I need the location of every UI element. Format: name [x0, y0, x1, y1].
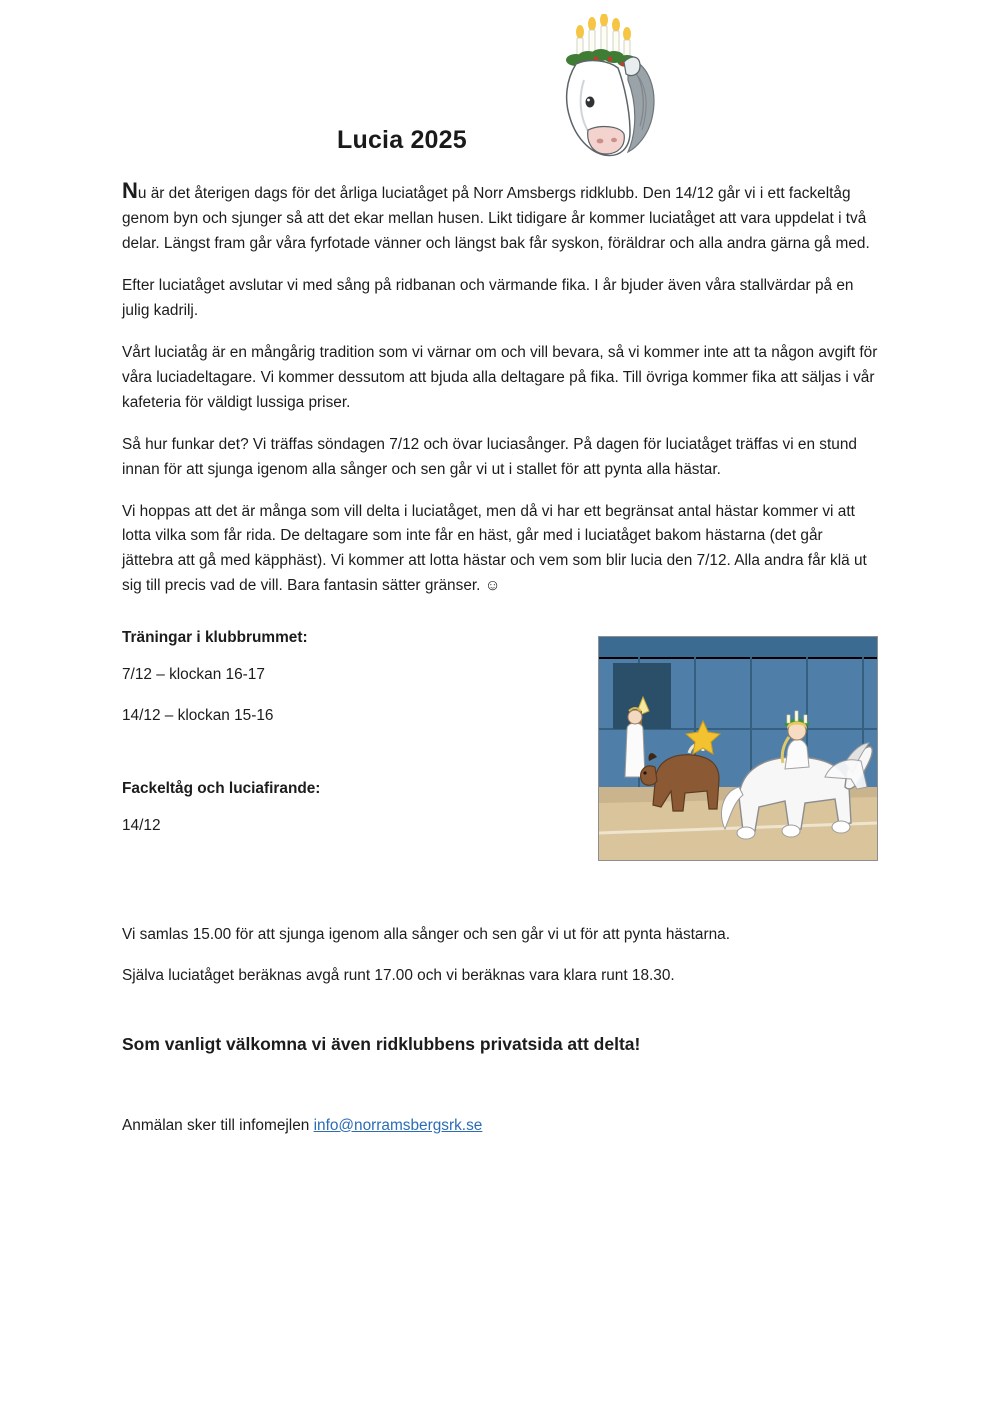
signup-line: [122, 1117, 878, 1135]
paragraph: Efter luciatåget avslutar vi med sång på ridbanan och värmande fika. I år bjuder även våra stallvärdar på en julig kadrilj.: [122, 276, 854, 319]
torchlight-line: Själva luciatåget beräknas avgå runt 17.00 och vi beräknas vara klara runt 18.30.: [122, 967, 675, 985]
page-title: Lucia 2025: [337, 126, 467, 154]
paragraph: Vi hoppas att det är många som vill delta i luciatåget, men då vi har ett begränsat antal hästar kommer vi att lotta vilka som får rida. De deltagare som inte får en häst, går med i luciatåget bakom hästarna (det går jättebra att gå med käpphäst). Vi kommer att lotta hästar och vem som blir lucia den 7/12. Alla andra får klä ut sig till precis vad de vill. Bara fantasin sätter gränser. ☺: [122, 502, 867, 595]
torchlight-line: 14/12: [122, 816, 161, 834]
lower-block: [122, 923, 878, 1134]
signup-prefix: Anmälan sker till infomejlen: [122, 1116, 314, 1134]
paragraph: Vårt luciatåg är en mångårig tradition som vi värnar om och vill bevara, så vi kommer inte att ta någon avgift för våra luciadeltagare. Vi kommer dessutom att bjuda alla deltagare på fika. Till övriga kommer fika att säljas i vår kafeteria för väldigt lussiga priser.: [122, 343, 878, 411]
paragraph: [122, 180, 878, 257]
training-heading: Träningar i klubbrummet:: [122, 629, 308, 647]
paragraph-text: u är det återigen dags för det årliga luciatåget på Norr Amsbergs ridklubb. Den 14/12 går vi i ett fackeltåg genom byn och sjunger så att det ekar mellan husen. Likt tidigare år kommer luciatåget att vara uppdelat i två delar. Längst fram går våra fyrfotade vänner och längst bak får syskon, föräldrar och alla andra gärna gå med.: [122, 185, 870, 252]
lucia-horse-illustration: [532, 14, 672, 164]
dropcap: N: [122, 178, 138, 203]
paragraph: Så hur funkar det? Vi träffas söndagen 7/12 och övar luciasånger. På dagen för luciatåget träffas vi en stund innan för att sjunga igenom alla sånger och sen går vi ut i stallet för att pynta alla hästar.: [122, 435, 857, 478]
schedule-section: [122, 629, 878, 919]
torchlight-line: Vi samlas 15.00 för att sjunga igenom alla sånger och sen går vi ut för att pynta hästarna.: [122, 926, 730, 944]
training-line: 14/12 – klockan 15-16: [122, 707, 274, 725]
training-line: 7/12 – klockan 16-17: [122, 666, 265, 684]
lucia-riders-photo-graphic: [599, 637, 877, 860]
torchlight-heading: Fackeltåg och luciafirande:: [122, 779, 321, 797]
schedule-text-block: [122, 629, 552, 836]
invite-text: Som vanligt välkomna vi även ridklubbens privatsida att delta!: [122, 1033, 641, 1054]
spacer: [122, 746, 552, 780]
email-link[interactable]: info@norramsbergsrk.se: [313, 1116, 483, 1134]
lucia-riders-photo: [598, 636, 878, 861]
document-header: [122, 0, 878, 180]
document-body: [122, 0, 878, 1135]
